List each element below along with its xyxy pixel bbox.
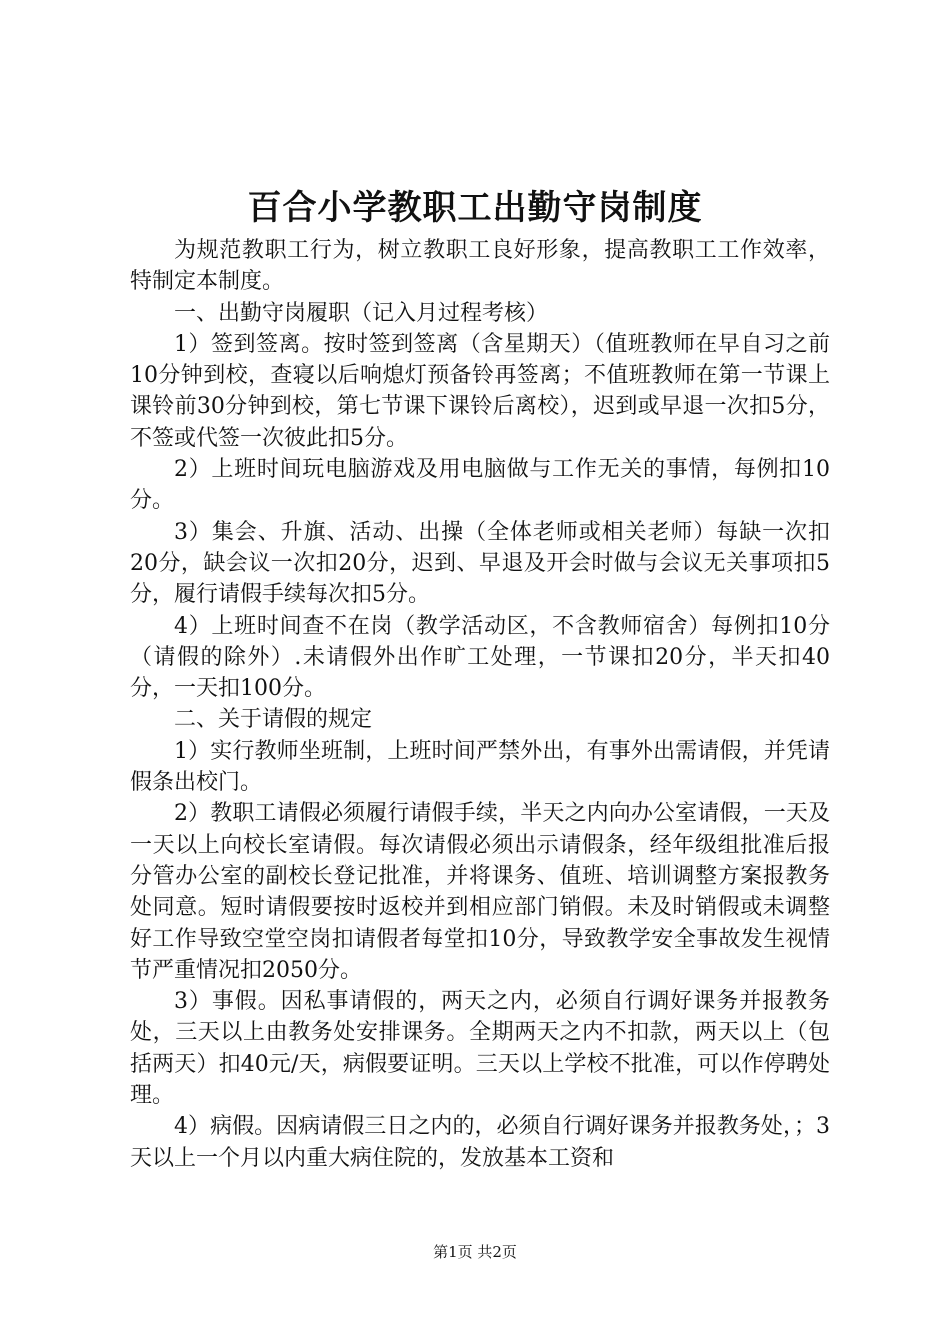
paragraph-sit-in-office: 1）实行教师坐班制，上班时间严禁外出，有事外出需请假，并凭请假条出校门。 <box>130 738 830 796</box>
document-body <box>130 235 830 1174</box>
paragraph-sign-in: 1）签到签离。按时签到签离（含星期天）（值班教师在早自习之前10分钟到校，查寝以后响熄灯预备铃再签离；不值班教师在第一节课上课铃前30分钟到校，第七节课下课铃后离校），迟到或早退一次扣5分，不签或代签一次彼此扣5分。 <box>130 331 830 451</box>
page-footer: 第1页 共2页 <box>433 1243 517 1261</box>
document-title: 百合小学教职工出勤守岗制度 <box>247 188 703 228</box>
section-heading-attendance: 一、出勤守岗履职（记入月过程考核） <box>174 300 549 326</box>
paragraph-computer-games: 2）上班时间玩电脑游戏及用电脑做与工作无关的事情，每例扣10分。 <box>130 457 830 514</box>
paragraph-leave-procedure: 2）教职工请假必须履行请假手续，半天之内向办公室请假，一天及一天以上向校长室请假。每次请假必须出示请假条，经年级组批准后报分管办公室的副校长登记批准，并将课务、值班、培训调整方案报教务处同意。短时请假要按时返校并到相应部门销假。未及时销假或未调整好工作导致空堂空岗扣请假者每堂扣10分，导致教学安全事故发生视情节严重情况扣2050分。 <box>130 801 830 983</box>
paragraph-intro: 为规范教职工行为，树立教职工良好形象，提高教职工工作效率，特制定本制度。 <box>130 238 830 295</box>
section-heading-leave: 二、关于请假的规定 <box>174 707 373 733</box>
paragraph-on-post-check: 4）上班时间查不在岗（教学活动区，不含教师宿舍）每例扣10分（请假的除外）.未请假外出作旷工处理，一节课扣20分，半天扣40分，一天扣100分。 <box>130 613 830 702</box>
paragraph-sick-leave: 4）病假。因病请假三日之内的，必须自行调好课务并报教务处，；3天以上一个月以内重大病住院的，发放基本工资和 <box>130 1114 830 1171</box>
paragraph-personal-leave: 3）事假。因私事请假的，两天之内，必须自行调好课务并报教务处，三天以上由教务处安排课务。全期两天之内不扣款，两天以上（包括两天）扣40元/天，病假要证明。三天以上学校不批准，可以作停聘处理。 <box>130 989 830 1109</box>
paragraph-assembly: 3）集会、升旗、活动、出操（全体老师或相关老师）每缺一次扣20分，缺会议一次扣20分，迟到、早退及开会时做与会议无关事项扣5分，履行请假手续每次扣5分。 <box>130 519 830 608</box>
